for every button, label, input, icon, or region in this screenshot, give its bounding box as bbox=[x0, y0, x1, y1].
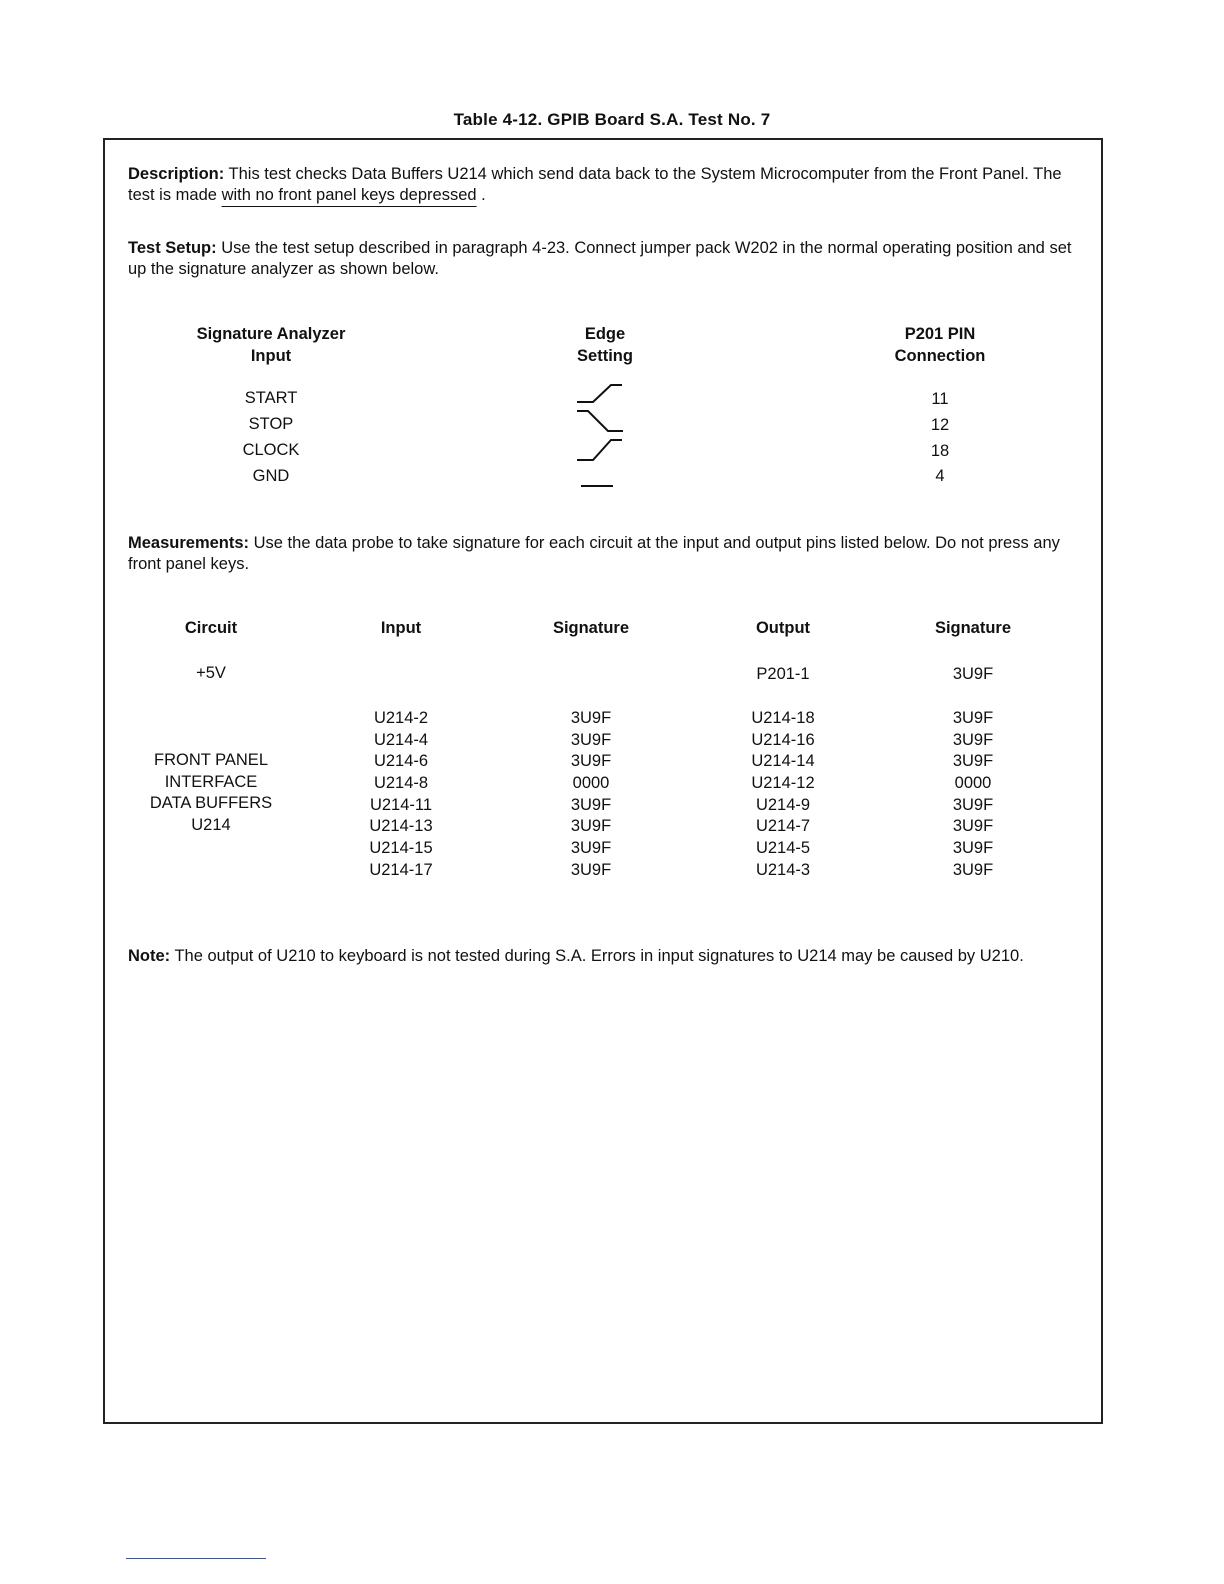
sa-header-edge-line1: Edge bbox=[584, 325, 626, 343]
meas-output-signature: 3U9F bbox=[952, 709, 994, 727]
meas-input: U214-2 bbox=[373, 709, 429, 727]
measurements-text: Use the data probe to take signature for each circuit at the input and output pins listed below. Do not press any front panel keys. bbox=[128, 534, 1060, 573]
note-text: The output of U210 to keyboard is not tested during S.A. Errors in input signatures to U214 may be caused by U210. bbox=[170, 947, 1024, 965]
meas-header-signature-output: Signature bbox=[934, 619, 1012, 637]
meas-output-signature: 3U9F bbox=[952, 839, 994, 857]
measurements-paragraph bbox=[128, 533, 1084, 575]
test-setup-paragraph bbox=[128, 238, 1084, 280]
test-setup-text: Use the test setup described in paragraph 4-23. Connect jumper pack W202 in the normal operating position and set up the signature analyzer as shown below. bbox=[128, 239, 1072, 278]
description-text-end: . bbox=[476, 186, 486, 204]
note-label: Note: bbox=[128, 947, 171, 965]
meas-input: U214-11 bbox=[369, 796, 433, 814]
meas-output: U214-18 bbox=[751, 709, 815, 727]
meas-header-output: Output bbox=[755, 619, 811, 637]
meas-input: U214-6 bbox=[373, 752, 429, 770]
meas-input-signature: 3U9F bbox=[570, 709, 612, 727]
meas-output: U214-9 bbox=[755, 796, 811, 814]
meas-output-signature: 3U9F bbox=[952, 796, 994, 814]
meas-input-signature: 3U9F bbox=[570, 861, 612, 879]
meas-input-signature: 3U9F bbox=[570, 817, 612, 835]
meas-header-signature-input: Signature bbox=[552, 619, 630, 637]
edge-setting-symbols bbox=[565, 380, 635, 492]
meas-input-signature: 3U9F bbox=[570, 796, 612, 814]
rising-edge-icon bbox=[577, 440, 622, 460]
circuit-line: U214 bbox=[191, 815, 231, 834]
meas-input: U214-15 bbox=[369, 839, 433, 857]
circuit-line: FRONT PANEL bbox=[154, 751, 268, 769]
meas-input-signature: 3U9F bbox=[570, 731, 612, 749]
sa-pin-start: 11 bbox=[931, 390, 949, 408]
meas-power-signature: 3U9F bbox=[952, 665, 994, 683]
sa-input-stop: STOP bbox=[248, 415, 294, 433]
meas-power-output: P201-1 bbox=[756, 665, 810, 683]
sa-header-input-line2: Input bbox=[250, 347, 292, 365]
meas-header-circuit: Circuit bbox=[184, 619, 238, 637]
description-underlined-text: with no front panel keys depressed bbox=[221, 186, 477, 204]
sa-input-clock: CLOCK bbox=[242, 441, 300, 459]
circuit-name bbox=[120, 750, 302, 836]
meas-input: U214-17 bbox=[369, 861, 433, 879]
sa-pin-stop: 12 bbox=[930, 416, 950, 434]
meas-input-signature: 3U9F bbox=[570, 752, 612, 770]
sa-input-gnd: GND bbox=[252, 467, 290, 485]
meas-output: U214-16 bbox=[751, 731, 815, 749]
description-paragraph bbox=[128, 164, 1084, 206]
note-paragraph bbox=[128, 946, 1058, 967]
meas-input-signature: 0000 bbox=[572, 774, 610, 792]
meas-power-circuit: +5V bbox=[196, 664, 226, 682]
sa-input-start: START bbox=[244, 389, 298, 407]
sa-header-pin-line2: Connection bbox=[894, 347, 986, 365]
circuit-line: INTERFACE bbox=[164, 772, 258, 791]
meas-output-signature: 3U9F bbox=[952, 817, 994, 835]
sa-header-edge-line2: Setting bbox=[577, 347, 633, 365]
falling-edge-icon bbox=[577, 411, 623, 431]
description-text: This test checks Data Buffers U214 which send data back to the System Microcomputer from the Front Panel. The test is made bbox=[128, 165, 1062, 204]
sa-pin-clock: 18 bbox=[930, 442, 950, 460]
sa-pin-gnd: 4 bbox=[935, 467, 945, 485]
meas-output-signature: 0000 bbox=[954, 774, 992, 792]
meas-output-signature: 3U9F bbox=[952, 861, 994, 879]
meas-output: U214-7 bbox=[755, 817, 811, 835]
meas-output-signature: 3U9F bbox=[952, 752, 994, 770]
meas-input: U214-8 bbox=[373, 774, 429, 792]
meas-output: U214-5 bbox=[755, 839, 811, 857]
measurements-label: Measurements: bbox=[128, 534, 250, 552]
rising-edge-icon bbox=[577, 385, 622, 402]
sa-header-input bbox=[170, 323, 372, 367]
meas-header-input: Input bbox=[380, 619, 422, 637]
description-label: Description: bbox=[128, 165, 225, 183]
sa-header-pin bbox=[860, 323, 1020, 367]
meas-input-signature: 3U9F bbox=[570, 839, 612, 857]
meas-output-signature: 3U9F bbox=[952, 731, 994, 749]
table-title: Table 4-12. GPIB Board S.A. Test No. 7 bbox=[453, 110, 771, 129]
sa-header-input-line1: Signature Analyzer bbox=[196, 325, 346, 343]
meas-input: U214-4 bbox=[373, 731, 429, 749]
test-setup-label: Test Setup: bbox=[128, 239, 217, 257]
meas-input: U214-13 bbox=[369, 817, 433, 835]
footnote-divider bbox=[126, 1558, 266, 1559]
sa-header-edge bbox=[545, 323, 665, 367]
meas-output: U214-12 bbox=[751, 774, 815, 792]
circuit-line: DATA BUFFERS bbox=[149, 794, 273, 813]
meas-output: U214-3 bbox=[755, 861, 811, 879]
sa-header-pin-line1: P201 PIN bbox=[904, 325, 976, 343]
meas-output: U214-14 bbox=[751, 752, 815, 770]
